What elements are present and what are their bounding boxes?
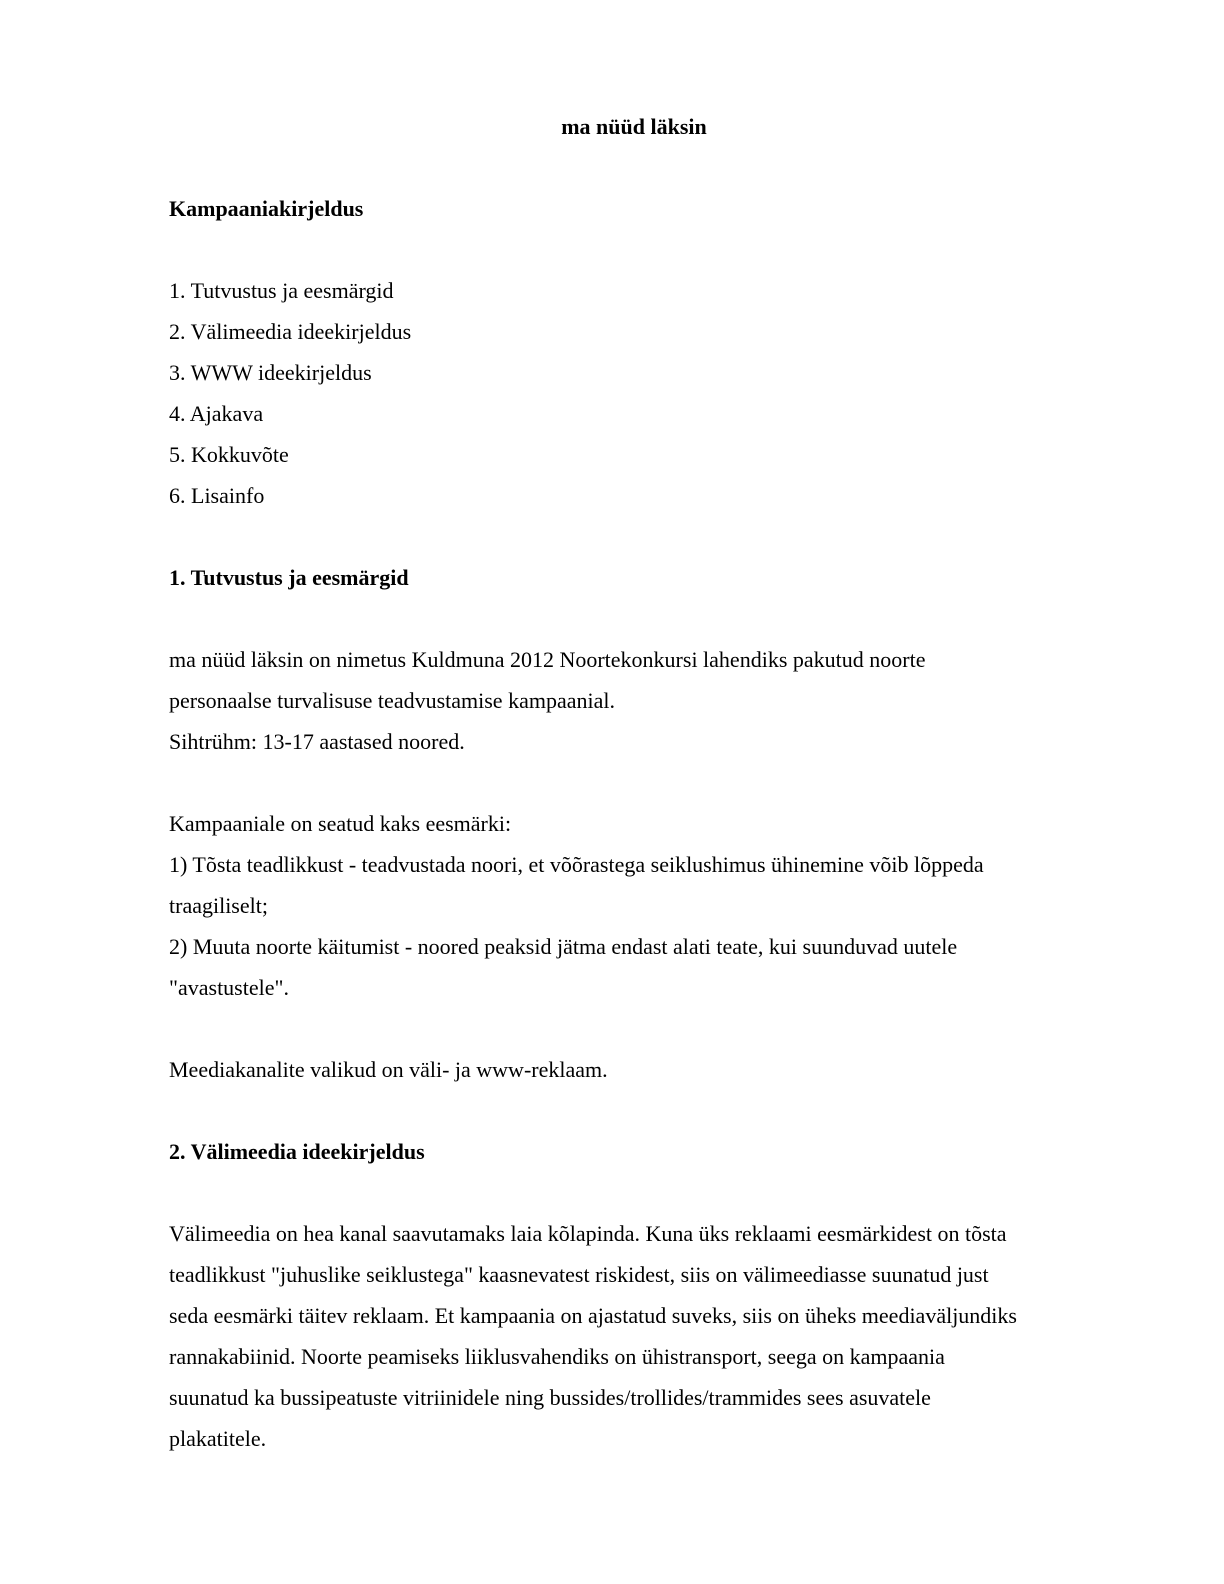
text-line: teadlikkust "juhuslike seiklustega" kaasnevatest riskidest, siis on välimeediasse suunatud just [169, 1262, 989, 1287]
toc-item: 4. Ajakava [169, 401, 264, 426]
text-line: suunatud ka bussipeatuste vitriinidele ning bussides/trollides/trammides sees asuvatele [169, 1385, 931, 1410]
text-line: Välimeedia on hea kanal saavutamaks laia kõlapinda. Kuna üks reklaami eesmärkidest on tõsta [169, 1221, 1007, 1246]
text-line: 1) Tõsta teadlikkust - teadvustada noori, et võõrastega seiklushimus ühinemine võib lõppeda [169, 852, 984, 877]
text-line: seda eesmärki täitev reklaam. Et kampaania on ajastatud suveks, siis on üheks meediaväljundiks [169, 1303, 1017, 1328]
text-line: personaalse turvalisuse teadvustamise kampaanial. [169, 688, 615, 713]
text-line: Sihtrühm: 13-17 aastased noored. [169, 729, 465, 754]
text-line: traagiliselt; [169, 893, 268, 918]
text-line: "avastustele". [169, 975, 289, 1000]
section-heading: 2. Välimeedia ideekirjeldus [169, 1139, 425, 1164]
section-heading: 1. Tutvustus ja eesmärgid [169, 565, 409, 590]
toc-item: 2. Välimeedia ideekirjeldus [169, 319, 412, 344]
text-line: ma nüüd läksin on nimetus Kuldmuna 2012 Noortekonkursi lahendiks pakutud noorte [169, 647, 926, 672]
text-line: Meediakanalite valikud on väli- ja www-reklaam. [169, 1057, 608, 1082]
text-line: rannakabiinid. Noorte peamiseks liiklusvahendiks on ühistransport, seega on kampaania [169, 1344, 945, 1369]
toc-item: 5. Kokkuvõte [169, 442, 289, 467]
toc-item: 6. Lisainfo [169, 483, 265, 508]
text-line: Kampaaniale on seatud kaks eesmärki: [169, 811, 512, 836]
toc-item: 3. WWW ideekirjeldus [169, 360, 372, 385]
document-title: ma nüüd läksin [561, 114, 707, 139]
document-subtitle: Kampaaniakirjeldus [169, 196, 364, 221]
text-line: 2) Muuta noorte käitumist - noored peaksid jätma endast alati teate, kui suunduvad uutele [169, 934, 958, 959]
toc-item: 1. Tutvustus ja eesmärgid [169, 278, 394, 303]
text-line: plakatitele. [169, 1426, 267, 1451]
